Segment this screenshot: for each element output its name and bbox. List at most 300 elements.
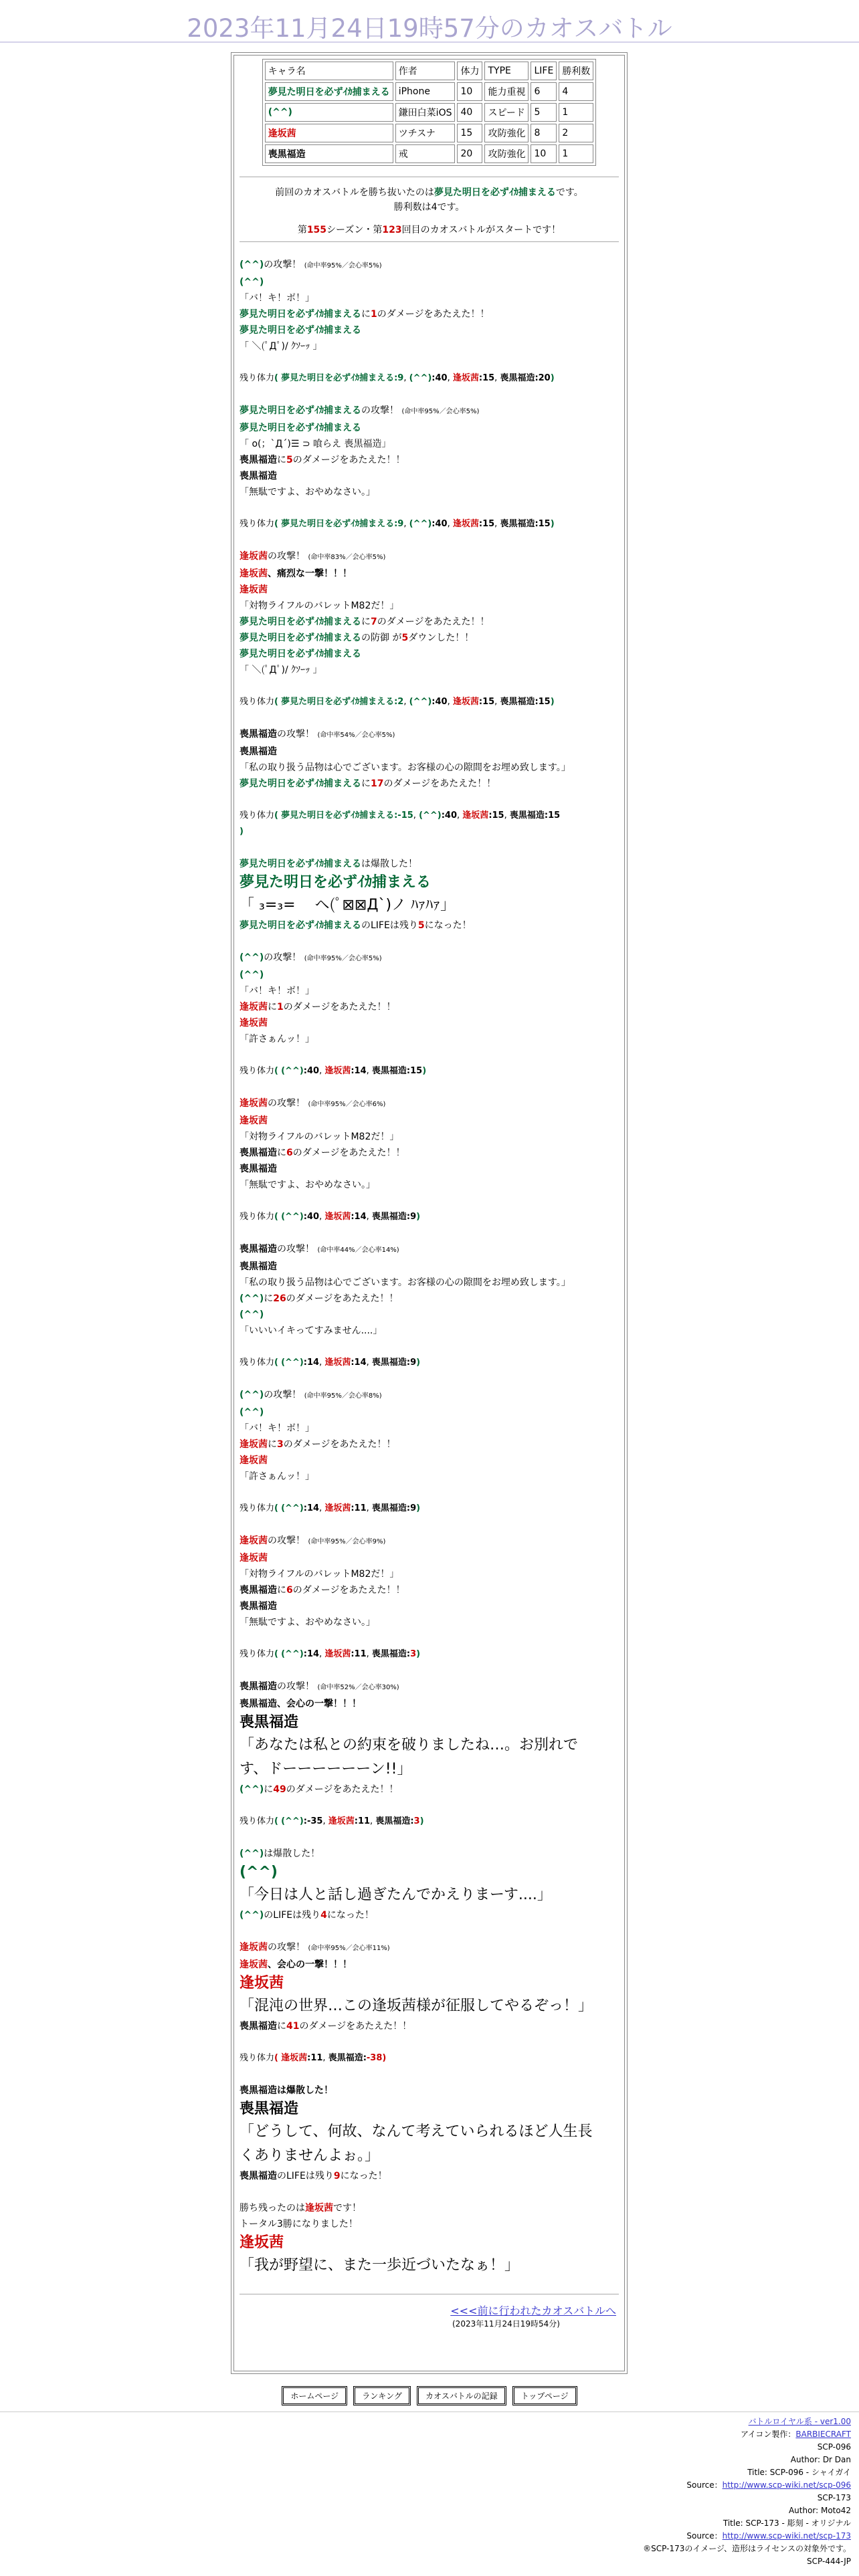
paren: ( bbox=[274, 373, 278, 383]
credit-text: ®SCP-173のイメージ、造形はライセンスの対象外です。 bbox=[643, 2544, 851, 2553]
attacker: 夢見た明日を必ずｲｶ捕まえる bbox=[240, 405, 361, 416]
roster-header: TYPE bbox=[484, 62, 529, 80]
speaker: 喪黒福造 bbox=[240, 1714, 299, 1731]
hit-rate: (命中率95%／会心率9%) bbox=[308, 1538, 386, 1545]
attacker: 逢坂茜 bbox=[240, 551, 268, 562]
attacker: 喪黒福造 bbox=[240, 1244, 277, 1255]
intro-text: 前回のカオスバトルを勝ち抜いたのは bbox=[275, 187, 434, 198]
log-text: のダメージをあたえた！！ bbox=[377, 617, 490, 627]
hit-rate: (命中率95%／会心率5%) bbox=[401, 408, 480, 415]
quote: 「バ！キ！ボ！」 bbox=[240, 293, 314, 304]
quote: 「 ＼(ﾟДﾟ)/ ｸｿｰｯ 」 bbox=[240, 665, 322, 675]
log-text: に bbox=[361, 617, 371, 627]
footer-divider bbox=[0, 2411, 859, 2412]
hit-rate: (命中率54%／会心率5%) bbox=[317, 732, 395, 739]
paren: ) bbox=[416, 1358, 421, 1368]
roster-type: 能力重視 bbox=[484, 82, 529, 101]
log-text: に bbox=[277, 2021, 286, 2032]
paren: ) bbox=[416, 1649, 421, 1659]
log-text: の攻撃！ bbox=[264, 952, 302, 963]
damage: 1 bbox=[371, 309, 377, 320]
hp-name: 逢坂茜 bbox=[324, 1503, 351, 1513]
target: 夢見た明日を必ずｲｶ捕まえる bbox=[240, 920, 361, 931]
damage: 6 bbox=[286, 1148, 293, 1158]
battle-frame bbox=[231, 52, 628, 2374]
roster-name: 夢見た明日を必ずｲｶ捕まえる bbox=[265, 82, 393, 101]
remaining-hp: 残り体力( 夢見た明日を必ずｲｶ捕まえる:9, (^^):40, 逢坂茜:15, 喪黒福造:20) bbox=[240, 373, 555, 383]
quote: 「対物ライフルのバレットM82だ！」 bbox=[240, 601, 399, 611]
defeated: 喪黒福造は爆散した！ bbox=[240, 2085, 333, 2096]
speaker: 喪黒福造 bbox=[240, 2101, 299, 2117]
log-text: 残り体力 bbox=[240, 373, 275, 383]
hit-rate: (命中率44%／会心率14%) bbox=[317, 1247, 399, 1254]
hp-name: (^^) bbox=[409, 519, 432, 529]
roster-hp: 40 bbox=[457, 103, 482, 122]
previous-battle-date: (2023年11月24日19時54分) bbox=[452, 2319, 560, 2329]
hp-name: (^^) bbox=[281, 1503, 304, 1513]
hp-value: 3 bbox=[413, 1816, 420, 1826]
quote: 「許さぁんッ！」 bbox=[240, 1034, 314, 1045]
hp-value: :40 bbox=[432, 373, 448, 383]
roster-type: スピード bbox=[484, 103, 529, 122]
paren: ( bbox=[274, 1066, 278, 1076]
log-text: のダメージをあたえた！！ bbox=[286, 1784, 399, 1795]
attacker: 逢坂茜 bbox=[240, 1942, 268, 1953]
log-text: のLIFEは残り bbox=[361, 920, 418, 931]
roster-header: キャラ名 bbox=[265, 62, 393, 80]
hp-name: 逢坂茜 bbox=[462, 811, 489, 821]
defeated: 夢見た明日を必ずｲｶ捕まえる bbox=[240, 859, 361, 869]
roster-wins: 4 bbox=[559, 82, 593, 101]
hp-value: :14 bbox=[351, 1358, 367, 1368]
roster-life: 10 bbox=[531, 144, 557, 163]
remaining-hp: 残り体力( (^^):40, 逢坂茜:14, 喪黒福造:15) bbox=[240, 1066, 427, 1076]
log-text: になった！ bbox=[424, 920, 472, 931]
credit-text: Author: Dr Dan bbox=[790, 2455, 851, 2464]
log-text: のダメージをあたえた！！ bbox=[383, 778, 496, 789]
hp-value: 喪黒福造:15 bbox=[500, 697, 551, 707]
quote: 「我が野望に、また一歩近づいたなぁ！」 bbox=[240, 2257, 520, 2274]
speaker: 逢坂茜 bbox=[240, 2234, 284, 2251]
speaker: 逢坂茜 bbox=[240, 1115, 268, 1126]
attacker: 逢坂茜 bbox=[240, 1959, 268, 1970]
hp-value: :40 bbox=[303, 1066, 320, 1076]
roster-life: 6 bbox=[531, 82, 557, 101]
credit-text: SCP-173 bbox=[817, 2493, 851, 2502]
log-text: に bbox=[268, 1002, 277, 1012]
hp-value: :15 bbox=[478, 697, 495, 707]
intro-wins: 勝利数は4です。 bbox=[393, 202, 465, 213]
remaining-hp: 残り体力( (^^):-35, 逢坂茜:11, 喪黒福造:3) bbox=[240, 1816, 424, 1826]
hit-rate: (命中率95%／会心率6%) bbox=[308, 1101, 386, 1108]
attacker: 逢坂茜 bbox=[240, 1535, 268, 1546]
damage: 3 bbox=[277, 1439, 284, 1450]
hp-name: 逢坂茜 bbox=[452, 697, 479, 707]
previous-battle-link[interactable]: <<<前に行われたカオスバトルへ bbox=[450, 2304, 616, 2317]
paren: ) bbox=[550, 373, 555, 383]
hp-name: (^^) bbox=[281, 1212, 304, 1222]
roster-header-row bbox=[265, 62, 594, 80]
hp-name: 喪黒福造: bbox=[371, 1649, 411, 1659]
roster-row bbox=[265, 82, 594, 101]
remaining-hp: 残り体力( (^^):14, 逢坂茜:11, 喪黒福造:3) bbox=[240, 1649, 421, 1659]
log-text: のダメージをあたえた！！ bbox=[292, 1148, 405, 1158]
hp-name: (^^) bbox=[419, 811, 442, 821]
target: 夢見た明日を必ずｲｶ捕まえる bbox=[240, 633, 361, 643]
remaining-hp: 残り体力( (^^):14, 逢坂茜:14, 喪黒福造:9) bbox=[240, 1358, 421, 1368]
log-text: に bbox=[361, 778, 371, 789]
log-text: のダメージをあたえた！！ bbox=[292, 1585, 405, 1596]
quote: 「許さぁんッ！」 bbox=[240, 1471, 314, 1482]
target: 逢坂茜 bbox=[240, 1002, 268, 1012]
paren: ) bbox=[416, 1503, 421, 1513]
hp-name: 逢坂茜 bbox=[452, 373, 479, 383]
hp-name: (^^) bbox=[281, 1066, 304, 1076]
log-text: です！ bbox=[333, 2203, 361, 2214]
roster-header: 作者 bbox=[395, 62, 456, 80]
quote: 「対物ライフルのバレットM82だ！」 bbox=[240, 1569, 399, 1580]
log-text: のダメージをあたえた！！ bbox=[377, 309, 490, 320]
hp-value: :11 bbox=[307, 2053, 323, 2063]
target: 喪黒福造 bbox=[240, 1585, 277, 1596]
intro bbox=[240, 185, 619, 237]
attacker: 逢坂茜 bbox=[240, 568, 268, 579]
hp-value: :14 bbox=[351, 1212, 367, 1222]
hp-value: 喪黒福造:15 bbox=[509, 811, 561, 821]
footer-nav bbox=[0, 2386, 859, 2405]
target: 夢見た明日を必ずｲｶ捕まえる bbox=[240, 778, 361, 789]
paren: ( bbox=[274, 697, 278, 707]
log-text: に bbox=[361, 309, 371, 320]
credit-text: Source： bbox=[686, 2480, 723, 2490]
log-text: 残り体力 bbox=[240, 1503, 275, 1513]
target: 夢見た明日を必ずｲｶ捕まえる bbox=[240, 617, 361, 627]
hp-value: :11 bbox=[351, 1503, 367, 1513]
quote: 「いいいイキってすみません....」 bbox=[240, 1325, 383, 1336]
roster-wins: 2 bbox=[559, 124, 593, 142]
paren: ( bbox=[274, 811, 278, 821]
roster-author: ツチスナ bbox=[395, 124, 456, 142]
speaker: 逢坂茜 bbox=[240, 1455, 268, 1466]
roster-author: 鎌田白菜iOS bbox=[395, 103, 456, 122]
intro-text: です。 bbox=[555, 187, 583, 198]
roster-header: LIFE bbox=[531, 62, 557, 80]
hp-value: :-35 bbox=[303, 1816, 323, 1826]
damage: 7 bbox=[371, 617, 377, 627]
scp-096-link[interactable]: http://www.scp-wiki.net/scp-096 bbox=[722, 2480, 851, 2490]
log-text: のLIFEは残り bbox=[264, 1910, 321, 1921]
quote: 「対物ライフルのバレットM82だ！」 bbox=[240, 1132, 399, 1142]
paren: ( bbox=[274, 1503, 278, 1513]
hit-rate: (命中率95%／会心率8%) bbox=[304, 1392, 382, 1400]
hp-value: 夢見た明日を必ずｲｶ捕まえる:9 bbox=[281, 519, 404, 529]
log-text: の攻撃！ bbox=[277, 1681, 314, 1692]
speaker: (^^) bbox=[240, 1309, 264, 1320]
version-link[interactable]: バトルロイヤル系 - ver1.00 bbox=[748, 2417, 851, 2426]
hp-value: :14 bbox=[303, 1358, 320, 1368]
paren: ( bbox=[274, 2053, 278, 2063]
log-text: の攻撃！ bbox=[264, 1390, 302, 1400]
hp-value: :14 bbox=[303, 1649, 320, 1659]
target: (^^) bbox=[240, 1784, 264, 1795]
hp-name: 逢坂茜 bbox=[324, 1066, 351, 1076]
roster-life: 5 bbox=[531, 103, 557, 122]
hp-value: 喪黒福造:20 bbox=[500, 373, 551, 383]
log-text: の攻撃！ bbox=[268, 1942, 305, 1953]
roster-name: 喪黒福造 bbox=[265, 144, 393, 163]
quote: 「バ！キ！ボ！」 bbox=[240, 1423, 314, 1434]
hp-value: 喪黒福造:15 bbox=[500, 519, 551, 529]
paren: ) bbox=[550, 519, 555, 529]
intro-text: 第 bbox=[297, 225, 307, 235]
roster-type: 攻防強化 bbox=[484, 144, 529, 163]
target: 喪黒福造 bbox=[240, 2171, 277, 2181]
target: 喪黒福造 bbox=[240, 455, 277, 465]
battle-panel bbox=[233, 55, 625, 2371]
hp-name: 逢坂茜 bbox=[324, 1649, 351, 1659]
icon-maker-link[interactable]: BARBIECRAFT bbox=[795, 2430, 851, 2439]
hp-name: 喪黒福造: bbox=[328, 2053, 367, 2063]
log-text: 残り体力 bbox=[240, 519, 275, 529]
log-text: の攻撃！ bbox=[277, 1244, 314, 1255]
log-text: の防御 が bbox=[361, 633, 402, 643]
log-text: の攻撃！ bbox=[277, 729, 314, 740]
log-text: の攻撃！ bbox=[268, 551, 305, 562]
hp-value: :14 bbox=[351, 1066, 367, 1076]
damage: 6 bbox=[286, 1585, 293, 1596]
credit-text: Source： bbox=[686, 2531, 723, 2541]
roster-hp: 15 bbox=[457, 124, 482, 142]
winner: 逢坂茜 bbox=[305, 2203, 333, 2214]
damage: 49 bbox=[273, 1784, 286, 1795]
log-text: になった！ bbox=[340, 2171, 387, 2181]
hp-value: 喪黒福造:9 bbox=[371, 1212, 417, 1222]
paren: ( bbox=[274, 519, 278, 529]
paren: ( bbox=[274, 1212, 278, 1222]
quote: 「 o(；`Д´)☰ ⊃ 喰らえ 喪黒福造」 bbox=[240, 439, 391, 449]
remaining-hp: 残り体力( (^^):40, 逢坂茜:14, 喪黒福造:9) bbox=[240, 1212, 421, 1222]
defeated: (^^) bbox=[240, 1848, 264, 1859]
roster-wins: 1 bbox=[559, 144, 593, 163]
remaining-hp: 残り体力( 夢見た明日を必ずｲｶ捕まえる:-15, (^^):40, 逢坂茜:15, 喪黒福造:15 bbox=[240, 811, 561, 821]
roster-type: 攻防強化 bbox=[484, 124, 529, 142]
credits bbox=[643, 2416, 851, 2568]
roster-row bbox=[265, 144, 594, 163]
roster-hp: 10 bbox=[457, 82, 482, 101]
hp-value: 夢見た明日を必ずｲｶ捕まえる:2 bbox=[281, 697, 404, 707]
hp-value: 3 bbox=[410, 1649, 417, 1659]
speaker: 夢見た明日を必ずｲｶ捕まえる bbox=[240, 874, 432, 891]
hp-value: :15 bbox=[478, 373, 495, 383]
log-text: のダメージをあたえた！！ bbox=[283, 1439, 396, 1450]
quote: 「無駄ですよ、おやめなさい。」 bbox=[240, 487, 375, 498]
speaker: 夢見た明日を必ずｲｶ捕まえる bbox=[240, 423, 361, 433]
log-text: 残り体力 bbox=[240, 697, 275, 707]
hit-rate: (命中率95%／会心率5%) bbox=[304, 262, 382, 270]
log-text: のLIFEは残り bbox=[277, 2171, 334, 2181]
hp-value: 喪黒福造:15 bbox=[371, 1066, 423, 1076]
attacker: 喪黒福造 bbox=[240, 1681, 277, 1692]
target: (^^) bbox=[240, 1910, 264, 1921]
credit-text: SCP-444-JP bbox=[807, 2557, 851, 2566]
speaker: (^^) bbox=[240, 1407, 264, 1418]
log-text: に bbox=[264, 1293, 274, 1304]
log-text: 残り体力 bbox=[240, 2053, 275, 2063]
log-text: 残り体力 bbox=[240, 1212, 275, 1222]
roster-header: 体力 bbox=[457, 62, 482, 80]
paren: ( bbox=[274, 1358, 278, 1368]
intro-text: 回目のカオスバトルがスタートです！ bbox=[401, 225, 561, 235]
hit-rate: (命中率52%／会心率30%) bbox=[317, 1684, 399, 1691]
roster-author: iPhone bbox=[395, 82, 456, 101]
speaker: (^^) bbox=[240, 970, 264, 980]
quote: 「 ＼(ﾟДﾟ)/ ｸｿｰｯ 」 bbox=[240, 341, 322, 352]
target: 逢坂茜 bbox=[240, 1439, 268, 1450]
hp-value: 夢見た明日を必ずｲｶ捕まえる:9 bbox=[281, 373, 404, 383]
quote: 「今日は人と話し過ぎたんでかえりまーす....」 bbox=[240, 1887, 552, 1903]
quote: 「私の取り扱う品物は心でございます。お客様の心の隙間をお埋め致します。」 bbox=[240, 762, 571, 773]
speaker: (^^) bbox=[240, 277, 264, 288]
hp-value: :15 bbox=[478, 519, 495, 529]
log-text: は爆散した！ bbox=[264, 1848, 320, 1859]
target: (^^) bbox=[240, 1293, 264, 1304]
damage: 17 bbox=[371, 778, 384, 789]
log-text: に bbox=[277, 1585, 286, 1596]
speaker: 喪黒福造 bbox=[240, 1601, 277, 1612]
hp-value: :14 bbox=[303, 1503, 320, 1513]
damage: 41 bbox=[286, 2021, 300, 2032]
speaker: 夢見た明日を必ずｲｶ捕まえる bbox=[240, 649, 361, 659]
speaker: 喪黒福造 bbox=[240, 471, 277, 481]
speaker: 逢坂茜 bbox=[240, 1553, 268, 1564]
round-number: 123 bbox=[382, 225, 402, 235]
hp-value: :40 bbox=[441, 811, 458, 821]
quote: 「混沌の世界…この逢坂茜様が征服してやるぞっ！」 bbox=[240, 1998, 593, 2014]
attacker: (^^) bbox=[240, 1390, 264, 1400]
log-text: の攻撃！ bbox=[268, 1535, 305, 1546]
hit-rate: (命中率83%／会心率5%) bbox=[308, 554, 386, 561]
quote: 「 ₃=₃= ヘ(ﾟ⊠⊠Д`)ノ ﾊｧﾊｧ」 bbox=[240, 897, 456, 914]
log-text: のダメージをあたえた！！ bbox=[299, 2021, 412, 2032]
quote: 「バ！キ！ボ！」 bbox=[240, 986, 314, 996]
page-title: 2023年11月24日19時57分のカオスバトル bbox=[187, 14, 672, 43]
hp-value: :15 bbox=[488, 811, 504, 821]
remaining-hp: 残り体力( 夢見た明日を必ずｲｶ捕まえる:9, (^^):40, 逢坂茜:15, 喪黒福造:15) bbox=[240, 519, 555, 529]
log-text: に bbox=[277, 1148, 286, 1158]
top-page-button[interactable]: トップページ bbox=[512, 2386, 577, 2405]
log-text: 残り体力 bbox=[240, 811, 275, 821]
log-text: は爆散した！ bbox=[361, 859, 417, 869]
log-text: になった！ bbox=[326, 1910, 374, 1921]
speaker: 喪黒福造 bbox=[240, 1164, 277, 1174]
roster-wins: 1 bbox=[559, 103, 593, 122]
ranking-button[interactable]: ランキング bbox=[353, 2386, 411, 2405]
log-text: 残り体力 bbox=[240, 1649, 275, 1659]
paren: ) bbox=[419, 1816, 424, 1826]
speaker: 逢坂茜 bbox=[240, 584, 268, 595]
log-text: 勝ち残ったのは bbox=[240, 2203, 305, 2214]
damage: 5 bbox=[286, 455, 293, 465]
hp-name: 逢坂茜 bbox=[452, 519, 479, 529]
roster-hp: 20 bbox=[457, 144, 482, 163]
log-text: に bbox=[268, 1439, 277, 1450]
paren: ( bbox=[274, 1649, 278, 1659]
roster-name: 逢坂茜 bbox=[265, 124, 393, 142]
season-number: 155 bbox=[306, 225, 327, 235]
quote: 「無駄ですよ、おやめなさい。」 bbox=[240, 1180, 375, 1190]
damage: 26 bbox=[273, 1293, 286, 1304]
quote: 「どうして、何故、なんて考えていられるほど人生長 bbox=[240, 2123, 593, 2140]
remaining-hp: 残り体力( 夢見た明日を必ずｲｶ捕まえる:2, (^^):40, 逢坂茜:15, 喪黒福造:15) bbox=[240, 697, 555, 707]
hp-name: (^^) bbox=[281, 1649, 304, 1659]
hit-rate: (命中率95%／会心率11%) bbox=[308, 1945, 390, 1952]
hp-name: (^^) bbox=[409, 373, 432, 383]
attacker: (^^) bbox=[240, 259, 264, 270]
hp-value: -38 bbox=[366, 2053, 383, 2063]
defense-down: 5 bbox=[401, 633, 409, 643]
quote: くありませんよぉ。」 bbox=[240, 2147, 380, 2164]
scp-173-link[interactable]: http://www.scp-wiki.net/scp-173 bbox=[722, 2531, 851, 2541]
log-text: のダメージをあたえた！！ bbox=[292, 455, 405, 465]
intro-text: シーズン・第 bbox=[326, 225, 383, 235]
life-left: 5 bbox=[417, 920, 425, 931]
log-text: の攻撃！ bbox=[268, 1098, 305, 1109]
home-button[interactable]: ホームページ bbox=[282, 2386, 347, 2405]
life-left: 4 bbox=[320, 1910, 327, 1921]
log-text: 残り体力 bbox=[240, 1066, 275, 1076]
log-text: の攻撃！ bbox=[361, 405, 399, 416]
log-text: 残り体力 bbox=[240, 1358, 275, 1368]
speaker: 逢坂茜 bbox=[240, 1018, 268, 1029]
credit-text: アイコン製作： bbox=[740, 2430, 796, 2439]
hp-value: :11 bbox=[351, 1649, 367, 1659]
roster-table bbox=[262, 59, 597, 166]
log-text: のダメージをあたえた！！ bbox=[286, 1293, 399, 1304]
attacker: 逢坂茜 bbox=[240, 1098, 268, 1109]
battle-record-button[interactable]: カオスバトルの記録 bbox=[417, 2386, 506, 2405]
hp-name: 逢坂茜 bbox=[281, 2053, 308, 2063]
roster-header: 勝利数 bbox=[559, 62, 593, 80]
roster-name: (^^) bbox=[265, 103, 393, 122]
remaining-hp: 残り体力( (^^):14, 逢坂茜:11, 喪黒福造:9) bbox=[240, 1503, 421, 1513]
paren: ) bbox=[422, 1066, 427, 1076]
log-text: に bbox=[264, 1784, 274, 1795]
hp-value: 喪黒福造:9 bbox=[371, 1503, 417, 1513]
roster-author: 戒 bbox=[395, 144, 456, 163]
quote: 「無駄ですよ、おやめなさい。」 bbox=[240, 1617, 375, 1628]
log-text: の攻撃！ bbox=[264, 259, 302, 270]
log-text: ダウンした！！ bbox=[408, 633, 474, 643]
attacker: (^^) bbox=[240, 952, 264, 963]
target: 喪黒福造 bbox=[240, 1148, 277, 1158]
hp-name: 逢坂茜 bbox=[324, 1358, 351, 1368]
critical-text: 、会心の一撃！！！ bbox=[268, 1959, 352, 1970]
log-text: のダメージをあたえた！！ bbox=[283, 1002, 396, 1012]
roster-row bbox=[265, 124, 594, 142]
battle-log bbox=[240, 257, 619, 2278]
target: 喪黒福造 bbox=[240, 2021, 277, 2032]
hp-name: (^^) bbox=[281, 1358, 304, 1368]
log-text: 残り体力 bbox=[240, 1816, 275, 1826]
log-text: に bbox=[277, 455, 286, 465]
paren: ( bbox=[274, 1816, 278, 1826]
credit-text: SCP-096 bbox=[817, 2442, 851, 2452]
hp-name: (^^) bbox=[409, 697, 432, 707]
paren: ) bbox=[382, 2053, 387, 2063]
roster-life: 8 bbox=[531, 124, 557, 142]
speaker: (^^) bbox=[240, 1864, 278, 1881]
hp-value: :40 bbox=[432, 697, 448, 707]
